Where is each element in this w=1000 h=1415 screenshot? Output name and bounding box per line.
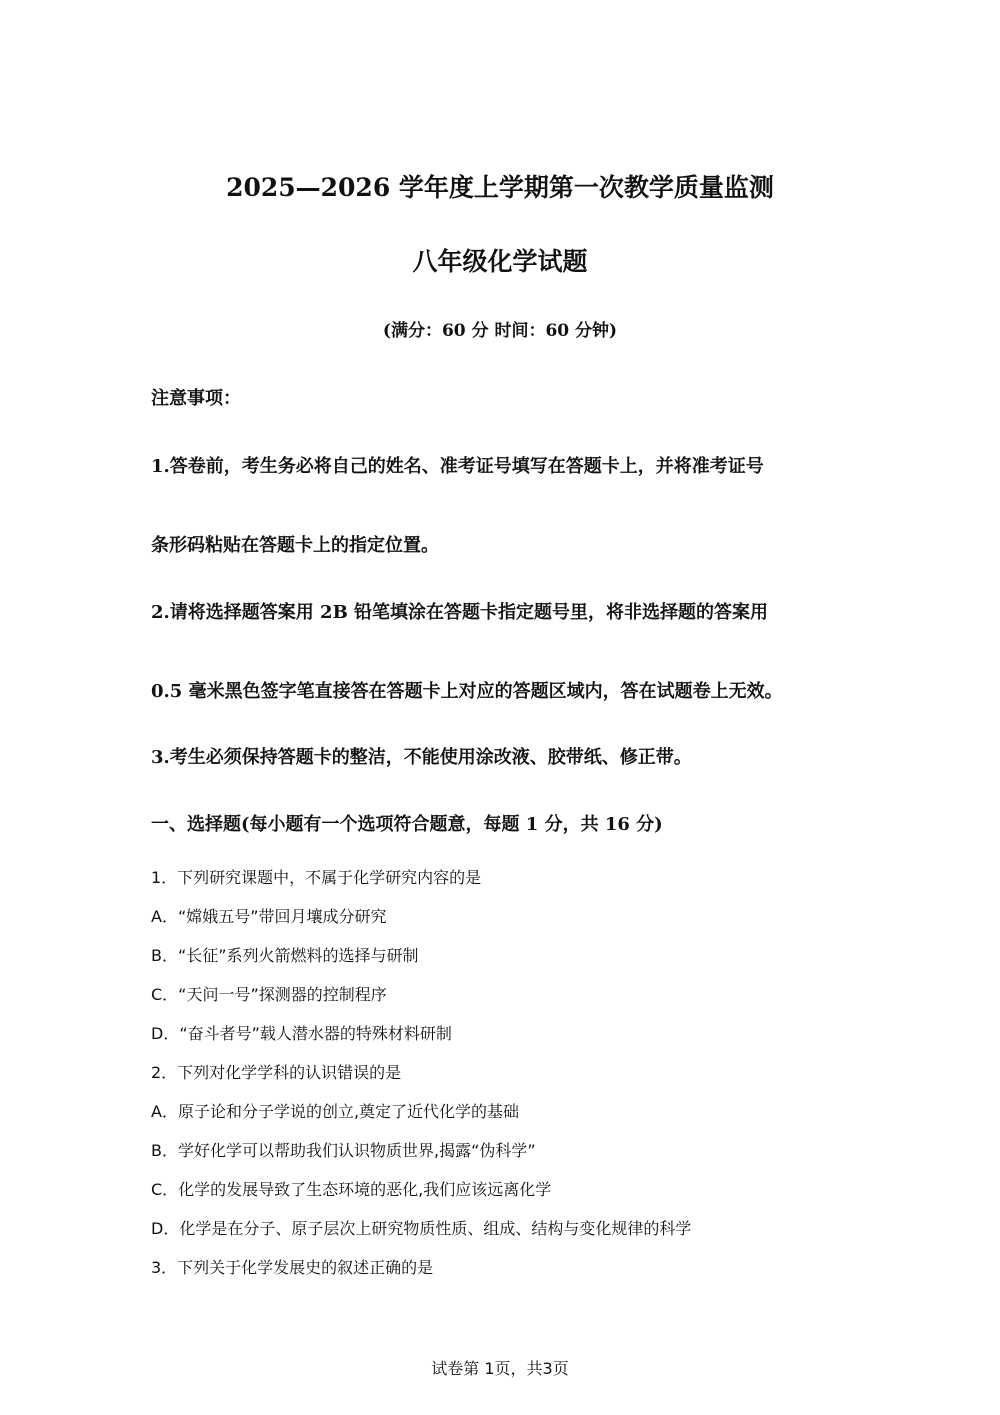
notice-line: 3.考生必须保持答题卡的整洁，不能使用涂改液、胶带纸、修正带。	[151, 747, 692, 768]
exam-meta: (满分：60 分 时间：60 分钟)	[382, 321, 618, 341]
question-option: B．“长征”系列火箭燃料的选择与研制	[151, 946, 419, 965]
question-stem: 3．下列关于化学发展史的叙述正确的是	[151, 1258, 434, 1277]
notice-line: 条形码粘贴在答题卡上的指定位置。	[151, 535, 439, 556]
question-stem: 1．下列研究课题中，不属于化学研究内容的是	[151, 868, 482, 887]
question-option: C．化学的发展导致了生态环境的恶化,我们应该远离化学	[151, 1180, 552, 1199]
question-stem: 2．下列对化学学科的认识错误的是	[151, 1063, 402, 1082]
notice-line: 2.请将选择题答案用 2B 铅笔填涂在答题卡指定题号里，将非选择题的答案用	[151, 602, 769, 623]
exam-subtitle: 八年级化学试题	[412, 247, 588, 276]
notice-line: 0.5 毫米黑色签字笔直接答在答题卡上对应的答题区域内，答在试题卷上无效。	[151, 681, 783, 702]
notice-line: 1.答卷前，考生务必将自己的姓名、准考证号填写在答题卡上，并将准考证号	[151, 456, 764, 477]
page-footer: 试卷第 1页，共3页	[431, 1359, 569, 1378]
section-heading: 一、选择题(每小题有一个选项符合题意，每题 1 分，共 16 分)	[151, 814, 663, 835]
question-option: C．“天问一号”探测器的控制程序	[151, 985, 387, 1004]
notice-heading: 注意事项：	[151, 388, 241, 409]
question-option: D．“奋斗者号”载人潜水器的特殊材料研制	[151, 1024, 452, 1043]
question-option: D．化学是在分子、原子层次上研究物质性质、组成、结构与变化规律的科学	[151, 1219, 692, 1238]
question-option: A．“嫦娥五号”带回月壤成分研究	[151, 907, 387, 926]
exam-title: 2025—2026 学年度上学期第一次教学质量监测	[226, 173, 774, 202]
question-option: A．原子论和分子学说的创立,奠定了近代化学的基础	[151, 1102, 520, 1121]
question-option: B．学好化学可以帮助我们认识物质世界,揭露“伪科学”	[151, 1141, 536, 1160]
